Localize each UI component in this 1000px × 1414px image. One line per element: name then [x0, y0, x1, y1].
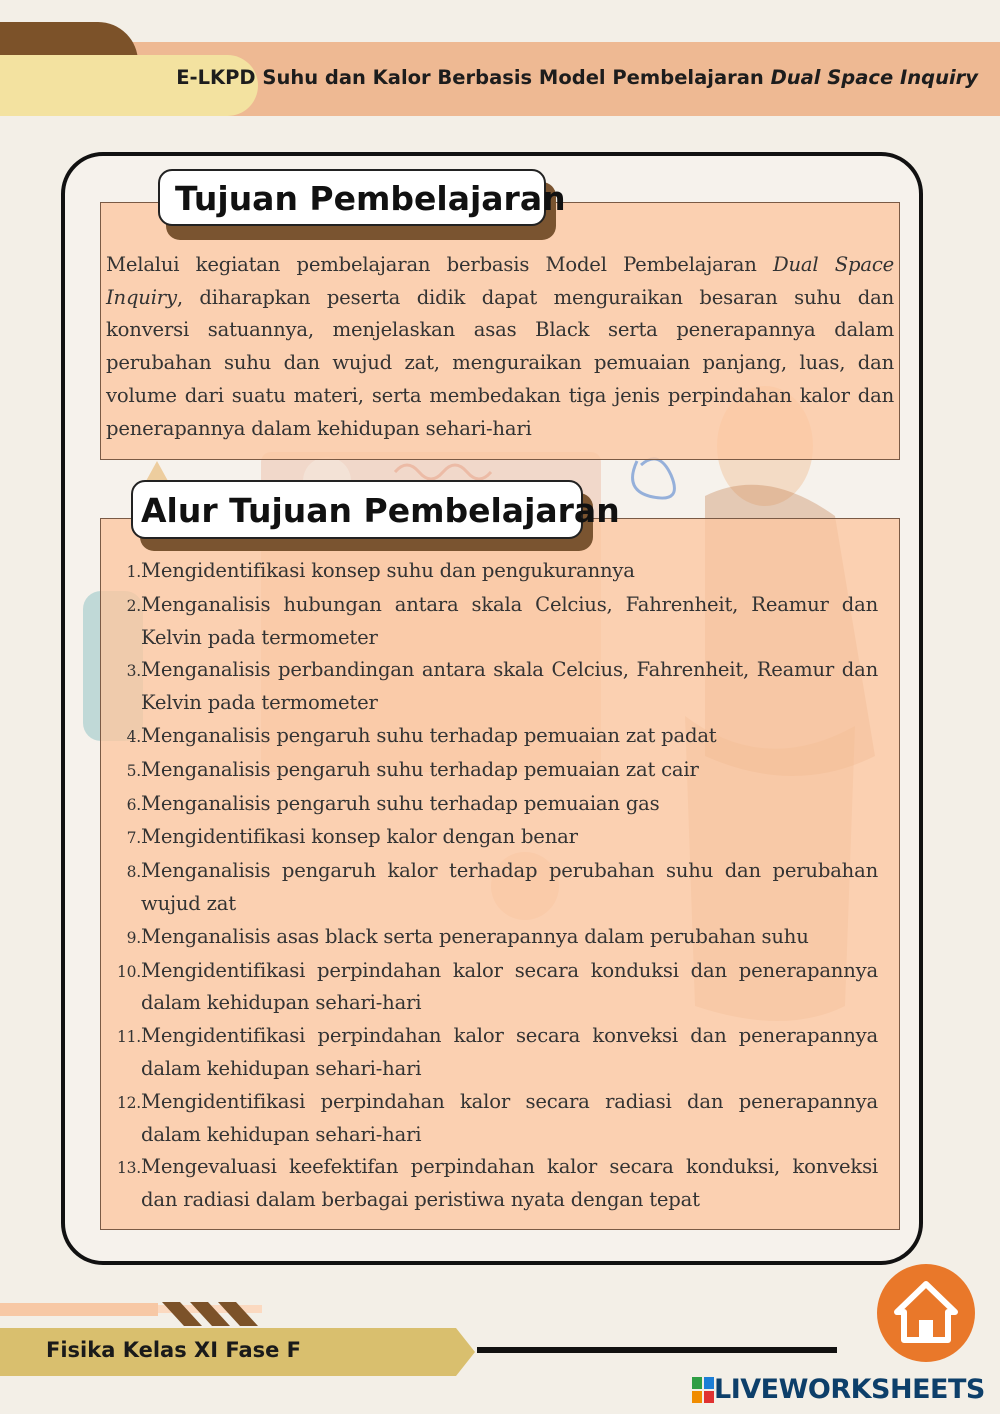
list-item: 2. Menganalisis hubungan antara skala Celcius, Fahrenheit, Reamur dan Kelvin pada termometer: [126, 592, 878, 649]
list-item: 4. Menganalisis pengaruh suhu terhadap pemuaian zat padat: [126, 723, 717, 747]
alur-heading: Alur Tujuan Pembelajaran: [131, 480, 583, 539]
list-item: 8. Menganalisis pengaruh kalor terhadap perubahan suhu dan perubahan wujud zat: [126, 859, 878, 915]
list-item: 10. Mengidentifikasi perpindahan kalor secara konduksi dan penerapannya dalam kehidupan sehari-hari: [116, 958, 878, 1015]
home-icon: [877, 1264, 975, 1362]
tujuan-paragraph: Melalui kegiatan pembelajaran berbasis Model Pembelajaran Dual Space Inquiry, diharapkan peserta didik dapat menguraikan besaran suhu dan konversi satuannya, menjelaskan asas Black serta penerapannya dalam perubahan suhu dan wujud zat, menguraikan pemuaian panjang, luas, dan volume dari suatu materi, serta membedakan tiga jenis perpindahan kalor dan penerapannya dalam kehidupan sehari-hari: [106, 253, 894, 440]
list-item: 13. Mengevaluasi keefektifan perpindahan kalor secara konduksi, konveksi dan radiasi dalam berbagai peristiwa nyata dengan tepat: [116, 1155, 878, 1212]
liveworksheets-brand: LIVEWORKSHEETS: [714, 1374, 985, 1405]
footer-label: Fisika Kelas XI Fase F: [46, 1338, 302, 1362]
home-button[interactable]: [877, 1264, 975, 1362]
list-item: 5. Menganalisis pengaruh suhu terhadap pemuaian zat cair: [126, 757, 699, 781]
list-item: 6. Menganalisis pengaruh suhu terhadap pemuaian gas: [126, 791, 660, 815]
alur-list: [104, 555, 878, 1217]
footer-stripes-decor: [158, 1300, 268, 1328]
list-item: 11. Mengidentifikasi perpindahan kalor secara konveksi dan penerapannya dalam kehidupan sehari-hari: [116, 1024, 878, 1080]
tujuan-heading: Tujuan Pembelajaran: [158, 169, 546, 226]
list-item: 7. Mengidentifikasi konsep kalor dengan benar: [126, 825, 578, 849]
liveworksheets-logo: [692, 1374, 985, 1405]
list-item: 1. Mengidentifikasi konsep suhu dan pengukurannya: [126, 559, 635, 582]
list-item: 9. Menganalisis asas black serta penerapannya dalam perubahan suhu: [126, 924, 809, 948]
document-title: E-LKPD Suhu dan Kalor Berbasis Model Pembelajaran Dual Space Inquiry: [176, 66, 978, 89]
list-item: 12. Mengidentifikasi perpindahan kalor secara radiasi dan penerapannya dalam kehidupan sehari-hari: [116, 1089, 878, 1146]
liveworksheets-logo-icon: [692, 1377, 714, 1403]
list-item: 3. Menganalisis perbandingan antara skala Celcius, Fahrenheit, Reamur dan Kelvin pada termometer: [126, 658, 878, 715]
footer-divider: [477, 1347, 837, 1353]
footer-strip: [0, 1303, 158, 1316]
